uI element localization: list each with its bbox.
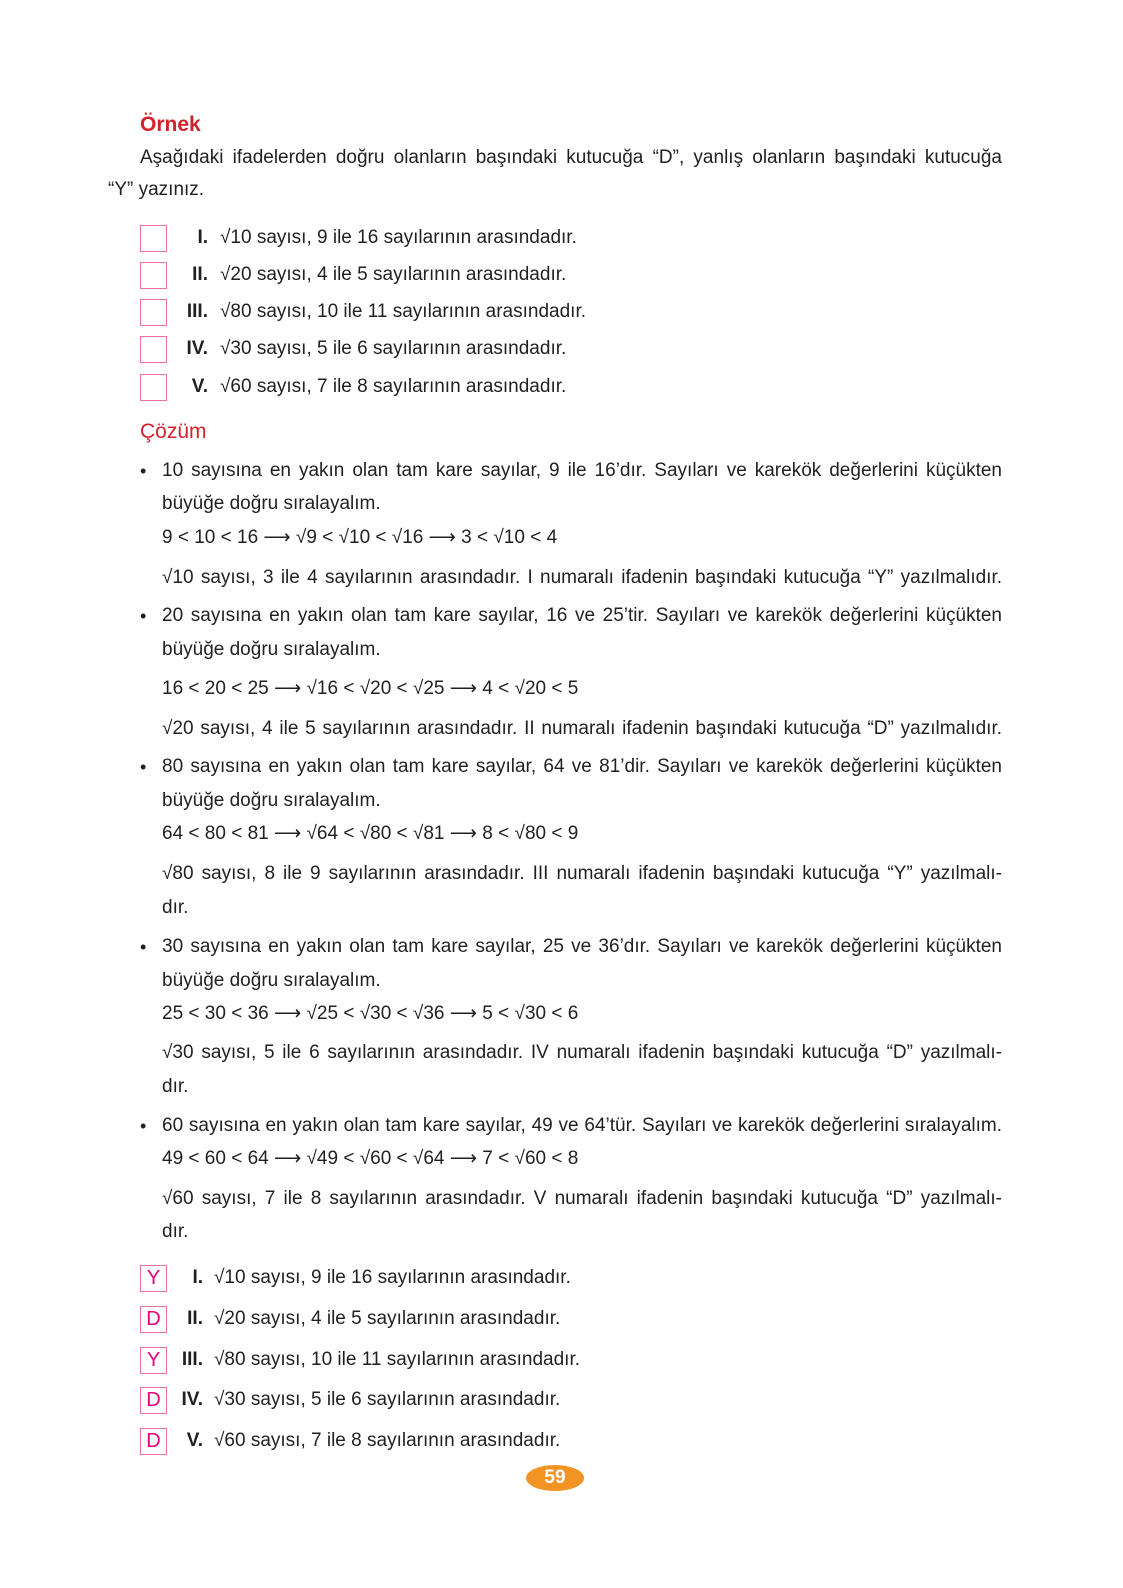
solution-text: büyüğe doğru sıralayalım. — [162, 790, 381, 811]
answer-box-filled: D — [140, 1387, 167, 1414]
statement-text: √20 sayısı, 4 ile 5 sayılarının arasındadır. — [220, 264, 567, 285]
solution-conclusion: dır. — [162, 1076, 189, 1097]
example-title: Örnek — [140, 113, 201, 136]
statement-numeral: IV. — [181, 1389, 203, 1410]
solution-text: büyüğe doğru sıralayalım. — [162, 970, 381, 991]
solution-conclusion: √60 sayısı, 7 ile 8 sayılarının arasındadır. V numaralı ifadenin başındaki kutucuğa “D” yazılmalı- — [162, 1188, 1002, 1209]
statement-text: √10 sayısı, 9 ile 16 sayılarının arasındadır. — [220, 227, 577, 248]
solution-text: büyüğe doğru sıralayalım. — [162, 493, 381, 514]
statement-numeral: V. — [186, 1430, 203, 1451]
statement-text: √30 sayısı, 5 ile 6 sayılarının arasındadır. — [220, 338, 567, 359]
statement-text: √60 sayısı, 7 ile 8 sayılarının arasındadır. — [220, 376, 567, 397]
statement-numeral: II. — [187, 1308, 203, 1329]
solution-text: 20 sayısına en yakın olan tam kare sayılar, 16 ve 25’tir. Sayıları ve karekök değerlerini küçükten — [162, 605, 1002, 626]
answer-statement-text: √10 sayısı, 9 ile 16 sayılarının arasındadır. — [214, 1267, 571, 1288]
bullet-icon: • — [140, 461, 147, 481]
solution-conclusion: √30 sayısı, 5 ile 6 sayılarının arasındadır. IV numaralı ifadenin başındaki kutucuğa “D” yazılmalı- — [162, 1042, 1002, 1063]
intro-line-2: “Y” yazınız. — [108, 179, 205, 200]
solution-conclusion: dır. — [162, 1221, 189, 1242]
bullet-icon: • — [140, 1116, 147, 1136]
solution-math: 64 < 80 < 81 ⟶ √64 < √80 < √81 ⟶ 8 < √80 < 9 — [162, 823, 579, 844]
solution-math: 49 < 60 < 64 ⟶ √49 < √60 < √64 ⟶ 7 < √60 < 8 — [162, 1148, 579, 1169]
statement-numeral: IV. — [186, 338, 208, 359]
solution-text: 60 sayısına en yakın olan tam kare sayılar, 49 ve 64’tür. Sayıları ve karekök değerlerini sıralayalım. — [162, 1115, 1002, 1136]
solution-math: 25 < 30 < 36 ⟶ √25 < √30 < √36 ⟶ 5 < √30 < 6 — [162, 1003, 579, 1024]
statement-numeral: I. — [192, 1267, 203, 1288]
solution-math: 9 < 10 < 16 ⟶ √9 < √10 < √16 ⟶ 3 < √10 < 4 — [162, 527, 558, 548]
statement-numeral: II. — [192, 264, 208, 285]
statement-numeral: III. — [181, 1349, 203, 1370]
bullet-icon: • — [140, 937, 147, 957]
solution-conclusion: √20 sayısı, 4 ile 5 sayılarının arasındadır. II numaralı ifadenin başındaki kutucuğa “D” yazılmalıdır. — [162, 718, 1002, 739]
solution-text: 10 sayısına en yakın olan tam kare sayılar, 9 ile 16’dır. Sayıları ve karekök değerlerini küçükten — [162, 460, 1002, 481]
solution-text: 30 sayısına en yakın olan tam kare sayılar, 25 ve 36’dır. Sayıları ve karekök değerlerini küçükten — [162, 936, 1002, 957]
answer-box-filled: D — [140, 1428, 167, 1455]
solution-conclusion: dır. — [162, 897, 189, 918]
statement-numeral: I. — [197, 227, 208, 248]
solution-title: Çözüm — [140, 420, 207, 443]
answer-statement-text: √80 sayısı, 10 ile 11 sayılarının arasındadır. — [214, 1349, 581, 1370]
solution-conclusion: √10 sayısı, 3 ile 4 sayılarının arasındadır. I numaralı ifadenin başındaki kutucuğa “Y” yazılmalıdır. — [162, 567, 1002, 588]
solution-text: 80 sayısına en yakın olan tam kare sayılar, 64 ve 81’dir. Sayıları ve karekök değerlerini küçükten — [162, 756, 1002, 777]
statement-numeral: III. — [186, 301, 208, 322]
solution-math: 16 < 20 < 25 ⟶ √16 < √20 < √25 ⟶ 4 < √20 < 5 — [162, 678, 579, 699]
answer-statement-text: √60 sayısı, 7 ile 8 sayılarının arasındadır. — [214, 1430, 561, 1451]
answer-box-filled: Y — [140, 1347, 167, 1374]
solution-text: büyüğe doğru sıralayalım. — [162, 639, 381, 660]
bullet-icon: • — [140, 757, 147, 777]
answer-statement-text: √20 sayısı, 4 ile 5 sayılarının arasındadır. — [214, 1308, 561, 1329]
statement-text: √80 sayısı, 10 ile 11 sayılarının arasındadır. — [220, 301, 587, 322]
answer-box-filled: D — [140, 1306, 167, 1333]
solution-conclusion: √80 sayısı, 8 ile 9 sayılarının arasındadır. III numaralı ifadenin başındaki kutucuğa “Y” yazılmalı- — [162, 863, 1002, 884]
answer-statement-text: √30 sayısı, 5 ile 6 sayılarının arasındadır. — [214, 1389, 561, 1410]
statement-numeral: V. — [191, 376, 208, 397]
answer-box-filled: Y — [140, 1265, 167, 1292]
bullet-icon: • — [140, 606, 147, 626]
intro-line-1: Aşağıdaki ifadelerden doğru olanların başındaki kutucuğa “D”, yanlış olanların başındaki kutucuğa — [140, 147, 1002, 168]
page-number: 59 — [526, 1465, 584, 1491]
